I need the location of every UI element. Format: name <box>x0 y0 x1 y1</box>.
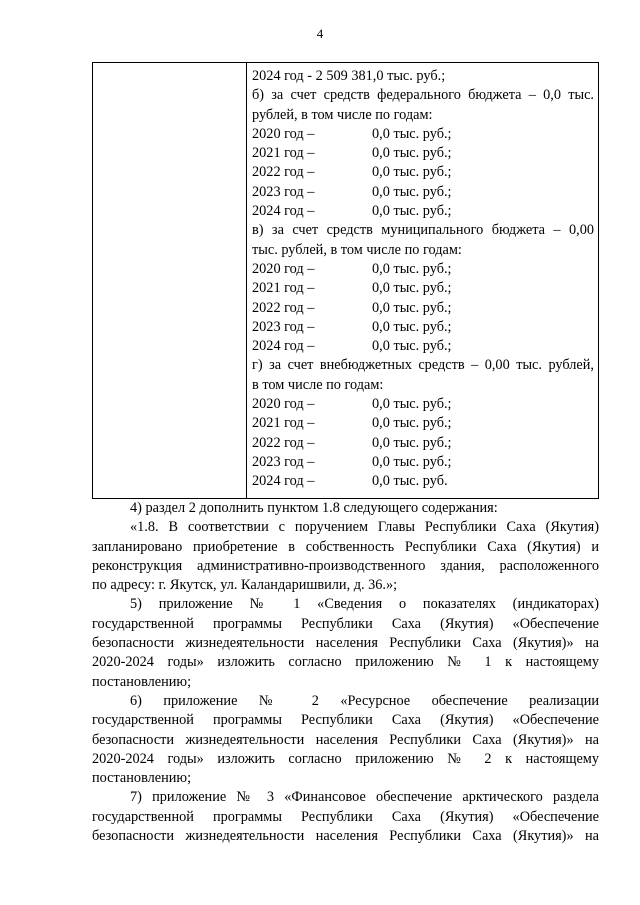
funding-year-row <box>252 318 594 337</box>
funding-text-line: б) за счет средств федерального бюджета – 0,0 тыс. <box>252 87 594 104</box>
funding-year-row <box>252 453 594 472</box>
paragraph-line: 7) приложение № 3 «Финансовое обеспечение арктического раздела <box>130 789 599 806</box>
paragraph <box>92 692 599 788</box>
funding-text-line: тыс. рублей, в том числе по годам: <box>252 241 462 258</box>
paragraph-line: постановлению; <box>92 673 192 690</box>
funding-year-row <box>252 202 594 221</box>
funding-amount: 0,0 тыс. руб.; <box>372 338 452 355</box>
funding-year-row <box>252 414 594 433</box>
paragraph <box>92 788 599 846</box>
paragraph-line: государственной программы Республики Саха (Якутия) «Обеспечение <box>92 712 599 729</box>
funding-year-row <box>252 337 594 356</box>
paragraph <box>92 499 599 518</box>
paragraph <box>92 595 599 691</box>
funding-amount: 0,0 тыс. руб.; <box>372 453 452 470</box>
paragraph-line: 2020-2024 годы» изложить согласно приложению № 2 к настоящему <box>92 750 599 767</box>
funding-year: 2021 год – <box>252 415 315 432</box>
funding-amount: 0,0 тыс. руб.; <box>372 280 452 297</box>
table-right-cell <box>247 63 599 499</box>
paragraph-line: государственной программы Республики Саха (Якутия) «Обеспечение <box>92 808 599 825</box>
funding-year: 2024 год – <box>252 473 315 490</box>
paragraph-line: безопасности жизнедеятельности населения Республики Саха (Якутия)» на <box>92 828 599 845</box>
funding-text-line: г) за счет внебюджетных средств – 0,00 тыс. рублей, <box>252 357 594 374</box>
funding-amount: 0,0 тыс. руб.; <box>372 396 452 413</box>
funding-year: 2021 год – <box>252 145 315 162</box>
funding-amount: 0,0 тыс. руб.; <box>372 203 452 220</box>
paragraph-line: постановлению; <box>92 770 192 787</box>
document-body <box>92 499 599 846</box>
funding-text-line: 2024 год - 2 509 381,0 тыс. руб.; <box>252 68 446 84</box>
funding-amount: 0,0 тыс. руб.; <box>372 164 452 181</box>
funding-year: 2021 год – <box>252 280 315 297</box>
page-number: 4 <box>316 26 324 41</box>
paragraph-line: «1.8. В соответствии с поручением Главы Республики Саха (Якутия) <box>130 519 599 536</box>
funding-amount: 0,0 тыс. руб.; <box>372 260 452 277</box>
funding-year: 2022 год – <box>252 434 315 451</box>
paragraph-line: по адресу: г. Якутск, ул. Каландаришвили, д. 36.»; <box>92 577 398 594</box>
funding-year-row <box>252 279 594 298</box>
funding-table <box>92 62 599 499</box>
funding-year-row <box>252 395 594 414</box>
funding-text-line: в) за счет средств муниципального бюджета – 0,00 <box>252 222 594 239</box>
funding-year: 2023 год – <box>252 453 315 470</box>
paragraph-line: 6) приложение № 2 «Ресурсное обеспечение реализации <box>130 692 599 709</box>
funding-year: 2020 год – <box>252 396 315 413</box>
funding-year: 2022 год – <box>252 299 315 316</box>
funding-year: 2024 год – <box>252 203 315 220</box>
paragraph-line: безопасности жизнедеятельности населения Республики Саха (Якутия)» на <box>92 731 599 748</box>
funding-amount: 0,0 тыс. руб.; <box>372 415 452 432</box>
funding-year: 2020 год – <box>252 260 315 277</box>
funding-amount: 0,0 тыс. руб.; <box>372 318 452 335</box>
paragraph-line: запланировано приобретение в собственность Республики Саха (Якутия) и <box>92 538 599 555</box>
funding-year-row <box>252 472 594 491</box>
funding-amount: 0,0 тыс. руб.; <box>372 125 452 142</box>
funding-year-row <box>252 260 594 279</box>
funding-text-line: рублей, в том числе по годам: <box>252 106 433 123</box>
paragraph-line: безопасности жизнедеятельности населения Республики Саха (Якутия)» на <box>92 635 599 652</box>
paragraph-line: реконструкция административно-производственного здания, расположенного <box>92 557 599 574</box>
funding-amount: 0,0 тыс. руб. <box>372 473 448 490</box>
paragraph-line: государственной программы Республики Саха (Якутия) «Обеспечение <box>92 615 599 632</box>
funding-year: 2024 год – <box>252 338 315 355</box>
funding-amount: 0,0 тыс. руб.; <box>372 299 452 316</box>
table-row <box>93 63 599 499</box>
funding-year-row <box>252 144 594 163</box>
paragraph-line: 5) приложение № 1 «Сведения о показателях (индикаторах) <box>130 596 599 613</box>
funding-year-row <box>252 183 594 202</box>
funding-amount: 0,0 тыс. руб.; <box>372 183 452 200</box>
table-left-cell <box>93 63 247 499</box>
funding-year: 2020 год – <box>252 125 315 142</box>
funding-text-line: в том числе по годам: <box>252 376 384 393</box>
funding-year-row <box>252 299 594 318</box>
paragraph-line: 4) раздел 2 дополнить пунктом 1.8 следующего содержания: <box>130 500 498 516</box>
funding-amount: 0,0 тыс. руб.; <box>372 145 452 162</box>
paragraph-line: 2020-2024 годы» изложить согласно приложению № 1 к настоящему <box>92 654 599 671</box>
funding-year: 2022 год – <box>252 164 315 181</box>
funding-year: 2023 год – <box>252 318 315 335</box>
funding-year-row <box>252 434 594 453</box>
funding-year-row <box>252 125 594 144</box>
funding-year-row <box>252 163 594 182</box>
funding-amount: 0,0 тыс. руб.; <box>372 434 452 451</box>
paragraph <box>92 518 599 595</box>
funding-year: 2023 год – <box>252 183 315 200</box>
